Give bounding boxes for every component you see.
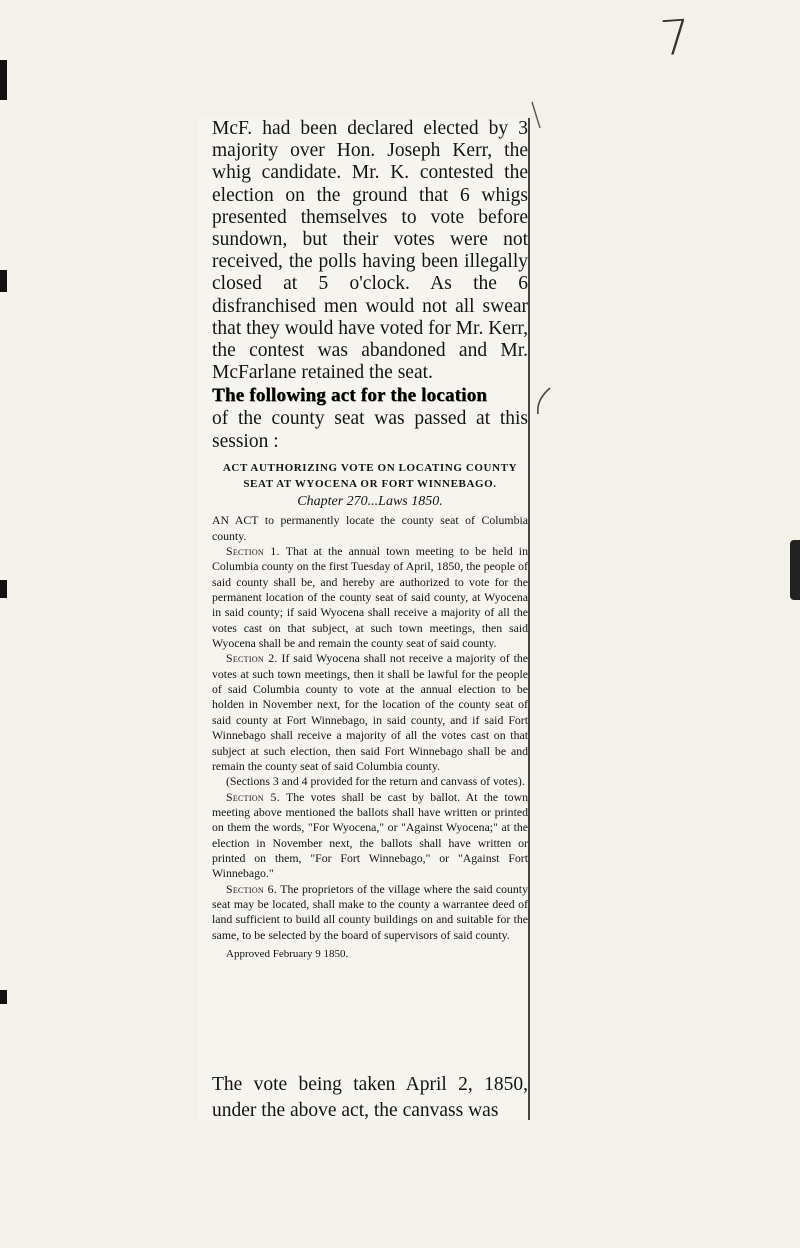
section-label: Section 5. bbox=[226, 789, 280, 804]
headline-continuation: of the county seat was passed at this session : bbox=[212, 408, 528, 452]
act-chapter: Chapter 270...Laws 1850. bbox=[297, 494, 443, 509]
act-section bbox=[212, 882, 528, 943]
closing-text bbox=[212, 1072, 528, 1124]
edge-scan-mark bbox=[0, 60, 7, 100]
section-text: The votes shall be cast by ballot. At the town meeting above mentioned the ballots shall have written or printed on them the words, "For Wyocena," or "Against Wyocena;" at the election in November next, the ballots shall have written or printed on them, "For Fort Winnebago," or "Against Fort Winnebago." bbox=[212, 789, 528, 881]
section-label: Section 2. bbox=[226, 651, 278, 666]
pencil-tick-mark bbox=[530, 100, 544, 130]
act-section bbox=[212, 774, 528, 789]
section-text: The proprietors of the village where the said county seat may be located, shall make to the county a warrantee deed of land sufficient to build all county buildings on and suitable for the same, to be selected by the board of supervisors of said county. bbox=[212, 881, 528, 942]
section-text: That at the annual town meeting to be held in Columbia county on the first Tuesday of April, 1850, the people of said county shall be, and hereby are authorized to vote for the permanent location of the county seat of said county, at Wyocena in said county; if said Wyocena shall receive a majority of all the votes cast on that subject, at such town meetings, then said Wyocena shall be and remain the county seat of said county. bbox=[212, 544, 528, 651]
pencil-bracket-mark bbox=[532, 386, 552, 416]
act-section bbox=[212, 651, 528, 774]
edge-scan-mark bbox=[0, 580, 7, 598]
act-title-line2: SEAT AT WYOCENA OR FORT WINNEBAGO. bbox=[243, 478, 497, 490]
section-text: If said Wyocena shall not receive a majority of the votes at such town meetings, then it shall be lawful for the people of said Columbia county to vote at the annual election to be holden in November next, for the location of the county seat of said county at Fort Winnebago, in said county, and if said Fort Winnebago shall receive a majority of all the votes cast on that subject at such election, then said Fort Winnebago shall be and remain the county seat of said Columbia county. bbox=[212, 651, 528, 773]
closing-paragraph: The vote being taken April 2, 1850, under the above act, the canvass was bbox=[212, 1074, 528, 1121]
article-body bbox=[212, 118, 528, 453]
edge-scan-mark bbox=[790, 540, 800, 600]
edge-scan-mark bbox=[0, 990, 7, 1004]
intro-paragraph: McF. had been declared elected by 3 majority over Hon. Joseph Kerr, the whig candidate. Mr. K. contested the election on the ground that 6 whigs presented themselves to vote before sundown, but their votes were not received, the polls having been illegally closed at 5 o'clock. As the 6 disfranchised men would not all swear that they would have voted for Mr. Kerr, the contest was abandoned and Mr. McFarlane retained the seat. bbox=[212, 118, 529, 384]
section-text: (Sections 3 and 4 provided for the return and canvass of votes). bbox=[226, 774, 525, 789]
act-preamble: AN ACT to permanently locate the county seat of Columbia county. bbox=[212, 513, 528, 543]
act-approved-date: Approved February 9 1850. bbox=[226, 947, 349, 960]
section-label: Section 1. bbox=[226, 544, 280, 559]
act-section bbox=[212, 544, 528, 651]
act-section bbox=[212, 790, 528, 882]
edge-scan-mark bbox=[0, 270, 7, 292]
section-label: Section 6. bbox=[226, 881, 278, 896]
act-text bbox=[212, 460, 528, 962]
section-headline: The following act for the location bbox=[212, 385, 488, 407]
act-title-line1: ACT AUTHORIZING VOTE ON LOCATING COUNTY bbox=[222, 462, 518, 474]
page-number: 7 bbox=[658, 9, 693, 68]
